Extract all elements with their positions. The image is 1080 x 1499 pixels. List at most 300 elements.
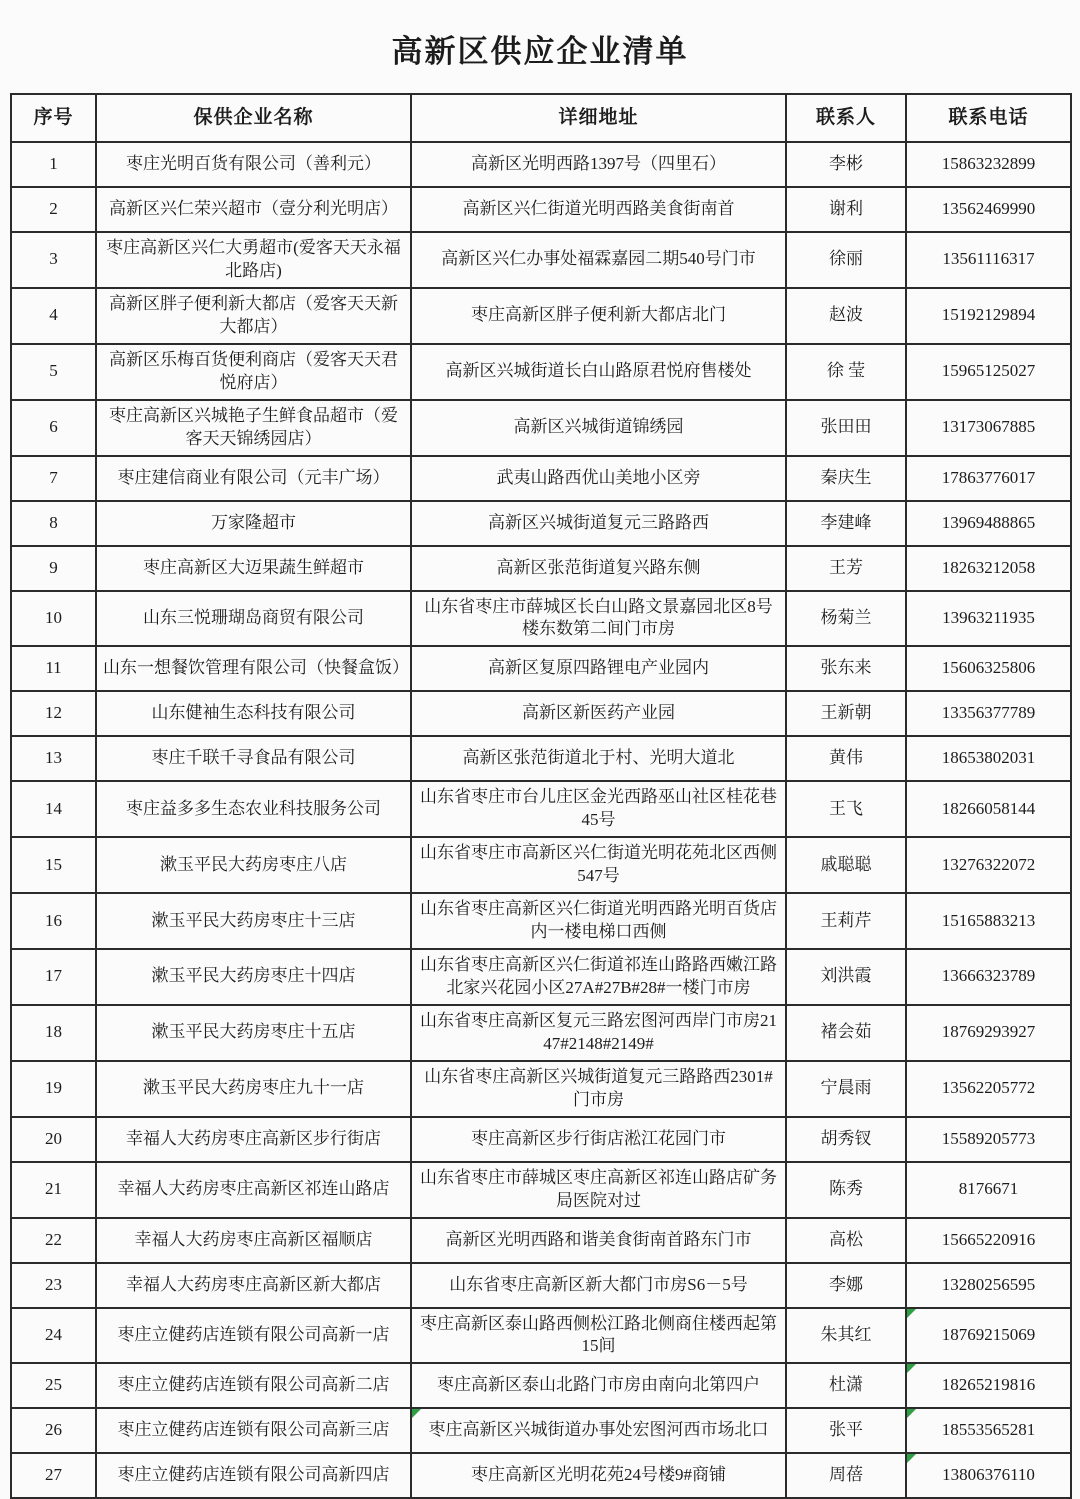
table-row [11,893,1071,949]
row-number-cell [11,1162,96,1218]
phone-number-cell [906,736,1071,781]
company-name-cell-text: 枣庄光明百货有限公司（善利元） [126,154,381,174]
row-number-cell [11,1117,96,1162]
contact-name-cell [786,456,906,501]
company-name-cell-text: 漱玉平民大药房枣庄十五店 [151,1022,356,1042]
address-cell-text: 高新区兴仁办事处福霖嘉园二期540号门市 [441,249,756,269]
phone-number-cell-text: 18266058144 [941,798,1036,818]
address-cell [411,646,786,691]
address-cell [411,1162,786,1218]
contact-name-cell-text: 王飞 [829,798,863,818]
row-number-cell-text: 18 [45,1022,62,1042]
row-number-cell [11,344,96,400]
address-cell-text: 山东省枣庄高新区兴城街道复元三路路西2301#门市房 [424,1066,773,1109]
address-cell-text: 高新区光明西路和谐美食街南首路东门市 [445,1229,752,1249]
header-company-name: 保供企业名称 [96,94,411,142]
company-name-cell-text: 枣庄益多多生态农业科技服务公司 [126,798,381,818]
row-number-cell-text: 8 [49,512,58,532]
address-cell-text: 山东省枣庄高新区复元三路宏图河西岸门市房2147#2148#2149# [420,1010,777,1053]
company-name-cell-text: 山东健袖生态科技有限公司 [151,703,356,723]
contact-name-cell-text: 张田田 [820,417,872,437]
row-number-cell-text: 11 [45,658,62,678]
supplier-table [10,93,1072,1499]
table-row [11,142,1071,187]
phone-number-cell [906,691,1071,736]
phone-number-cell-text: 13562469990 [941,199,1036,219]
row-number-cell-text: 24 [45,1324,62,1344]
company-name-cell-text: 漱玉平民大药房枣庄十三店 [151,910,356,930]
phone-number-cell [906,646,1071,691]
row-number-cell-text: 9 [49,557,58,577]
address-cell [411,546,786,591]
row-number-cell-text: 23 [45,1274,62,1294]
company-name-cell [96,456,411,501]
contact-name-cell [786,546,906,591]
row-number-cell-text: 12 [45,703,62,723]
company-name-cell-text: 枣庄千联千寻食品有限公司 [151,748,356,768]
table-row [11,187,1071,232]
table-row [11,781,1071,837]
address-cell-text: 山东省枣庄市薛城区枣庄高新区祁连山路店矿务局医院对过 [420,1167,777,1210]
address-cell [411,949,786,1005]
contact-name-cell-text: 张平 [829,1420,863,1440]
phone-number-cell-text: 18653802031 [941,748,1036,768]
address-cell [411,400,786,456]
company-name-cell-text: 幸福人大药房枣庄高新区新大都店 [126,1274,381,1294]
row-number-cell [11,288,96,344]
phone-number-cell-text: 13562205772 [941,1078,1036,1098]
contact-name-cell-text: 褚会茹 [820,1022,872,1042]
row-number-cell-text: 27 [45,1465,62,1485]
contact-name-cell [786,187,906,232]
contact-name-cell [786,1218,906,1263]
row-number-cell [11,400,96,456]
contact-name-cell-text: 徐丽 [829,249,863,269]
contact-name-cell [786,501,906,546]
address-cell-text: 枣庄高新区胖子便利新大都店北门 [471,305,726,325]
phone-number-cell-text: 18265219816 [941,1375,1036,1395]
address-cell-text: 高新区兴城街道长白山路原君悦府售楼处 [445,361,752,381]
row-number-cell-text: 26 [45,1420,62,1440]
row-number-cell-text: 13 [45,748,62,768]
green-triangle-marker-icon [907,1364,916,1373]
address-cell [411,1061,786,1117]
contact-name-cell-text: 黄伟 [829,748,863,768]
header-phone: 联系电话 [906,94,1071,142]
table-row [11,546,1071,591]
table-row [11,1117,1071,1162]
contact-name-cell [786,837,906,893]
address-cell-text: 高新区兴城街道锦绣园 [513,417,684,437]
address-cell [411,1218,786,1263]
contact-name-cell-text: 谢利 [829,199,863,219]
table-row [11,1061,1071,1117]
row-number-cell [11,1061,96,1117]
company-name-cell-text: 枣庄立健药店连锁有限公司高新一店 [117,1324,390,1344]
phone-number-cell [906,456,1071,501]
header-contact: 联系人 [786,94,906,142]
company-name-cell-text: 山东一想餐饮管理有限公司（快餐盒饭） [103,658,409,678]
table-row [11,1363,1071,1408]
row-number-cell-text: 17 [45,966,62,986]
company-name-cell [96,1218,411,1263]
company-name-cell [96,142,411,187]
company-name-cell-text: 枣庄立健药店连锁有限公司高新二店 [117,1375,390,1395]
row-number-cell [11,1218,96,1263]
company-name-cell-text: 枣庄高新区兴仁大勇超市(爱客天天永福北路店) [106,238,401,280]
company-name-cell-text: 高新区乐梅百货便利商店（爱客天天君悦府店） [109,349,398,392]
table-row [11,501,1071,546]
table-row [11,400,1071,456]
company-name-cell-text: 幸福人大药房枣庄高新区祁连山路店 [117,1179,390,1199]
table-row [11,1308,1071,1364]
phone-number-cell-text: 15665220916 [941,1229,1036,1249]
contact-name-cell-text: 王莉芹 [820,910,872,930]
company-name-cell [96,781,411,837]
company-name-cell [96,1308,411,1364]
company-name-cell [96,400,411,456]
address-cell-text: 高新区光明西路1397号（四里石） [471,154,726,174]
address-cell-text: 山东省枣庄市薛城区长白山路文景嘉园北区8号楼东数第二间门市房 [424,596,773,639]
table-row [11,1263,1071,1308]
row-number-cell [11,1363,96,1408]
phone-number-cell-text: 13666323789 [941,966,1036,986]
row-number-cell [11,142,96,187]
phone-number-cell-text: 15165883213 [941,910,1036,930]
row-number-cell-text: 19 [45,1078,62,1098]
row-number-cell [11,187,96,232]
page-title: 高新区供应企业清单 [391,34,689,69]
phone-number-cell-text: 18263212058 [941,557,1036,577]
row-number-cell [11,691,96,736]
row-number-cell-text: 16 [45,910,62,930]
address-cell-text: 高新区兴仁街道光明西路美食街南首 [462,199,735,219]
row-number-cell-text: 25 [45,1375,62,1395]
table-row [11,1408,1071,1453]
contact-name-cell [786,591,906,647]
phone-number-cell-text: 18553565281 [941,1420,1036,1440]
phone-number-cell [906,1363,1071,1408]
phone-number-cell [906,501,1071,546]
phone-number-cell-text: 15863232899 [941,154,1036,174]
contact-name-cell [786,1453,906,1498]
phone-number-cell-text: 13173067885 [941,417,1036,437]
phone-number-cell-text: 13280256595 [941,1274,1036,1294]
green-triangle-marker-icon [412,1409,421,1418]
contact-name-cell [786,142,906,187]
row-number-cell [11,501,96,546]
phone-number-cell [906,591,1071,647]
green-triangle-marker-icon [907,1309,916,1318]
phone-number-cell-text: 15192129894 [941,305,1036,325]
contact-name-cell [786,1005,906,1061]
address-cell [411,1263,786,1308]
address-cell-text: 高新区张范街道复兴路东侧 [496,557,701,577]
contact-name-cell-text: 高松 [829,1229,863,1249]
phone-number-cell [906,1453,1071,1498]
contact-name-cell-text: 杜潇 [829,1375,863,1395]
address-cell-text: 枣庄高新区步行街店淞江花园门市 [471,1128,726,1148]
contact-name-cell-text: 赵波 [829,305,863,325]
address-cell-text: 高新区张范街道北于村、光明大道北 [462,748,735,768]
phone-number-cell [906,1117,1071,1162]
company-name-cell-text: 幸福人大药房枣庄高新区步行街店 [126,1128,381,1148]
address-cell [411,1117,786,1162]
address-cell [411,501,786,546]
phone-number-cell [906,288,1071,344]
company-name-cell-text: 漱玉平民大药房枣庄九十一店 [143,1078,364,1098]
contact-name-cell-text: 徐 莹 [826,361,866,381]
company-name-cell [96,646,411,691]
address-cell [411,691,786,736]
row-number-cell [11,591,96,647]
table-header-row [11,94,1071,142]
contact-name-cell [786,1363,906,1408]
table-row [11,232,1071,288]
row-number-cell [11,1308,96,1364]
contact-name-cell [786,691,906,736]
company-name-cell-text: 枣庄高新区兴城艳子生鲜食品超市（爱客天天锦绣园店） [109,405,398,448]
address-cell [411,142,786,187]
company-name-cell [96,187,411,232]
contact-name-cell [786,232,906,288]
contact-name-cell-text: 李彬 [829,154,863,174]
address-cell-text: 高新区复原四路锂电产业园内 [488,658,709,678]
row-number-cell [11,781,96,837]
address-cell [411,1363,786,1408]
table-row [11,1218,1071,1263]
table-row [11,949,1071,1005]
contact-name-cell-text: 刘洪霞 [820,966,872,986]
phone-number-cell [906,949,1071,1005]
company-name-cell-text: 枣庄建信商业有限公司（元丰广场） [117,467,390,487]
phone-number-cell [906,837,1071,893]
company-name-cell [96,949,411,1005]
address-cell-text: 山东省枣庄高新区兴仁街道祁连山路路西嫩江路北家兴花园小区27A#27B#28#一楼门市房 [420,955,777,997]
company-name-cell-text: 高新区胖子便利新大都店（爱客天天新大都店） [109,293,398,336]
phone-number-cell-text: 13276322072 [941,854,1036,874]
row-number-cell-text: 4 [49,305,58,325]
row-number-cell-text: 2 [49,199,58,219]
row-number-cell [11,1263,96,1308]
address-cell-text: 枣庄高新区泰山北路门市房由南向北第四户 [437,1375,760,1395]
address-cell-text: 山东省枣庄市台儿庄区金光西路巫山社区桂花巷45号 [420,787,777,830]
company-name-cell [96,736,411,781]
contact-name-cell-text: 胡秀钗 [820,1128,872,1148]
company-name-cell-text: 万家隆超市 [211,512,296,532]
phone-number-cell-text: 15606325806 [941,658,1036,678]
company-name-cell [96,1263,411,1308]
company-name-cell-text: 枣庄立健药店连锁有限公司高新三店 [117,1420,390,1440]
green-triangle-marker-icon [907,1454,916,1463]
table-row [11,1162,1071,1218]
phone-number-cell [906,232,1071,288]
phone-number-cell-text: 17863776017 [941,467,1036,487]
row-number-cell [11,736,96,781]
table-row [11,1453,1071,1498]
company-name-cell [96,691,411,736]
contact-name-cell [786,288,906,344]
contact-name-cell-text: 李建峰 [820,512,872,532]
company-name-cell [96,288,411,344]
contact-name-cell-text: 周蓓 [829,1465,863,1485]
phone-number-cell [906,1408,1071,1453]
phone-number-cell-text: 13969488865 [941,512,1036,532]
address-cell [411,187,786,232]
phone-number-cell [906,1218,1071,1263]
phone-number-cell [906,344,1071,400]
contact-name-cell [786,736,906,781]
address-cell-text: 高新区兴城街道复元三路路西 [488,512,709,532]
address-cell [411,1453,786,1498]
supplier-table-body [11,142,1071,1498]
phone-number-cell-text: 8176671 [958,1179,1019,1199]
address-cell [411,1005,786,1061]
green-triangle-marker-icon [907,1409,916,1418]
row-number-cell [11,1453,96,1498]
phone-number-cell [906,187,1071,232]
company-name-cell [96,1005,411,1061]
company-name-cell [96,1117,411,1162]
phone-number-cell-text: 13963211935 [942,607,1035,627]
address-cell-text: 武夷山路西优山美地小区旁 [496,467,701,487]
company-name-cell-text: 枣庄高新区大迈果蔬生鲜超市 [143,557,364,577]
row-number-cell-text: 7 [49,467,58,487]
company-name-cell [96,1162,411,1218]
company-name-cell-text: 幸福人大药房枣庄高新区福顺店 [134,1229,373,1249]
row-number-cell-text: 1 [49,154,58,174]
header-address: 详细地址 [411,94,786,142]
company-name-cell-text: 枣庄立健药店连锁有限公司高新四店 [117,1465,390,1485]
company-name-cell-text: 山东三悦珊瑚岛商贸有限公司 [143,607,364,627]
contact-name-cell-text: 秦庆生 [820,467,872,487]
address-cell [411,232,786,288]
company-name-cell [96,837,411,893]
table-row [11,646,1071,691]
address-cell-text: 枣庄高新区光明花苑24号楼9#商铺 [471,1465,726,1485]
address-cell-text: 高新区新医药产业园 [522,703,675,723]
contact-name-cell-text: 陈秀 [829,1179,863,1199]
row-number-cell [11,1408,96,1453]
row-number-cell [11,646,96,691]
address-cell-text: 山东省枣庄高新区新大都门市房S6－5号 [449,1274,748,1294]
address-cell-text: 枣庄高新区泰山路西侧松江路北侧商住楼西起第15间 [420,1313,777,1356]
address-cell [411,1308,786,1364]
contact-name-cell [786,893,906,949]
address-cell [411,781,786,837]
company-name-cell-text: 高新区兴仁荣兴超市（壹分利光明店） [109,199,398,219]
row-number-cell-text: 5 [49,361,58,381]
contact-name-cell-text: 李娜 [829,1274,863,1294]
phone-number-cell [906,142,1071,187]
phone-number-cell [906,893,1071,949]
phone-number-cell-text: 18769293927 [941,1022,1036,1042]
company-name-cell [96,501,411,546]
phone-number-cell-text: 13561116317 [942,249,1035,269]
company-name-cell-text: 漱玉平民大药房枣庄十四店 [151,966,356,986]
table-row [11,1005,1071,1061]
address-cell [411,288,786,344]
company-name-cell [96,893,411,949]
address-cell [411,1408,786,1453]
address-cell [411,736,786,781]
row-number-cell-text: 6 [49,417,58,437]
phone-number-cell [906,1061,1071,1117]
company-name-cell [96,1408,411,1453]
row-number-cell [11,837,96,893]
phone-number-cell [906,400,1071,456]
contact-name-cell-text: 戚聪聪 [820,854,872,874]
row-number-cell-text: 10 [45,607,62,627]
row-number-cell-text: 20 [45,1128,62,1148]
contact-name-cell [786,781,906,837]
address-cell [411,344,786,400]
company-name-cell [96,1363,411,1408]
row-number-cell-text: 3 [49,249,58,269]
contact-name-cell [786,344,906,400]
company-name-cell [96,1061,411,1117]
contact-name-cell-text: 王新朝 [820,703,872,723]
phone-number-cell [906,546,1071,591]
contact-name-cell [786,1162,906,1218]
phone-number-cell-text: 18769215069 [941,1324,1036,1344]
contact-name-cell [786,1308,906,1364]
company-name-cell [96,1453,411,1498]
contact-name-cell [786,1061,906,1117]
address-cell-text: 枣庄高新区兴城街道办事处宏图河西市场北口 [428,1420,769,1440]
phone-number-cell-text: 15589205773 [941,1128,1036,1148]
row-number-cell [11,546,96,591]
table-row [11,288,1071,344]
company-name-cell [96,232,411,288]
contact-name-cell-text: 朱其红 [820,1324,872,1344]
row-number-cell-text: 14 [45,798,62,818]
table-row [11,736,1071,781]
company-name-cell [96,344,411,400]
contact-name-cell-text: 张东来 [820,658,872,678]
phone-number-cell-text: 13356377789 [941,703,1036,723]
address-cell [411,837,786,893]
row-number-cell [11,232,96,288]
contact-name-cell-text: 杨菊兰 [820,607,872,627]
table-row [11,837,1071,893]
contact-name-cell [786,1263,906,1308]
company-name-cell-text: 漱玉平民大药房枣庄八店 [160,854,347,874]
address-cell [411,456,786,501]
header-row-number: 序号 [11,94,96,142]
company-name-cell [96,591,411,647]
phone-number-cell [906,1263,1071,1308]
phone-number-cell [906,781,1071,837]
address-cell-text: 山东省枣庄高新区兴仁街道光明西路光明百货店内一楼电梯口西侧 [420,899,777,942]
address-cell [411,893,786,949]
phone-number-cell [906,1308,1071,1364]
phone-number-cell-text: 15965125027 [941,361,1036,381]
company-name-cell [96,546,411,591]
contact-name-cell [786,1408,906,1453]
table-row [11,591,1071,647]
table-row [11,691,1071,736]
row-number-cell [11,1005,96,1061]
phone-number-cell-text: 13806376110 [942,1465,1035,1485]
phone-number-cell [906,1162,1071,1218]
row-number-cell-text: 15 [45,854,62,874]
table-row [11,456,1071,501]
row-number-cell [11,949,96,1005]
contact-name-cell [786,400,906,456]
contact-name-cell-text: 宁晨雨 [820,1078,872,1098]
address-cell [411,591,786,647]
